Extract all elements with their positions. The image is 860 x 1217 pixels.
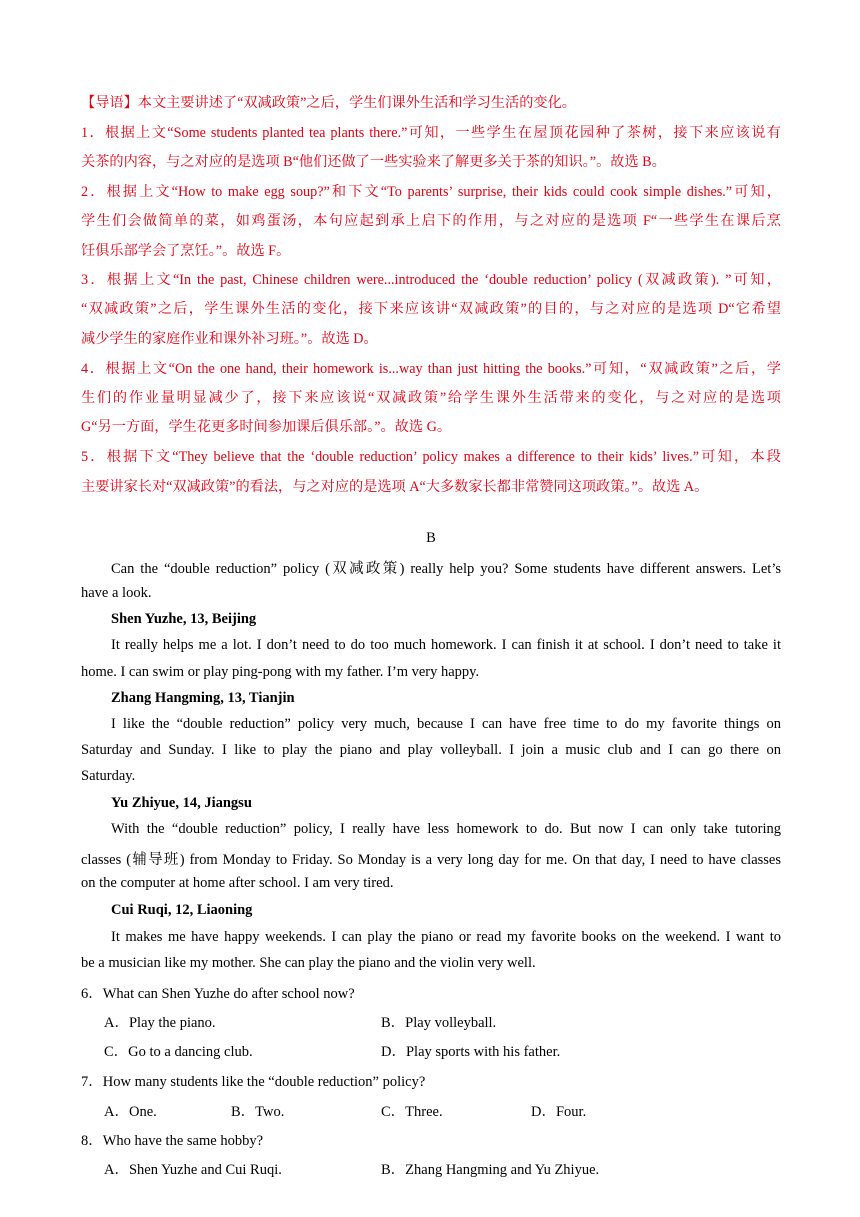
question-option: D．Play sports with his father.	[381, 1044, 561, 1060]
passage-intro: Can the “double reduction” policy (双减政策) really help you? Some students have different answers. Let’s	[111, 561, 781, 577]
student-name: Zhang Hangming, 13, Tianjin	[111, 690, 295, 706]
analysis-line: 3．根据上文“In the past, Chinese children were...introduced the ‘double reduction’ policy (双减政策). ”可知，	[81, 272, 781, 288]
student-paragraph-cont: Saturday and Sunday. I like to play the piano and play volleyball. I join a music club and I can go there on	[81, 742, 781, 758]
analysis-line: 5．根据下文“They believe that the ‘double reduction’ policy makes a difference to their kids’ lives.”可知，本段	[81, 449, 781, 465]
analysis-line: 4．根据上文“On the one hand, their homework is...way than just hitting the books.”可知，“双减政策”之后，学	[81, 361, 781, 377]
student-name: Cui Ruqi, 12, Liaoning	[111, 902, 253, 918]
question-stem: 6．What can Shen Yuzhe do after school now?	[81, 986, 355, 1002]
question-option: C．Go to a dancing club.	[104, 1044, 253, 1060]
question-option: A．Shen Yuzhe and Cui Ruqi.	[104, 1162, 282, 1178]
student-paragraph: I like the “double reduction” policy very much, because I can have free time to do my favorite things on	[111, 716, 781, 732]
student-paragraph: It really helps me a lot. I don’t need to do too much homework. I can finish it at school. I don’t need to take it	[111, 637, 781, 653]
question-option: B．Zhang Hangming and Yu Zhiyue.	[381, 1162, 600, 1178]
analysis-line: G“另一方面，学生花更多时间参加课后俱乐部。”。故选 G。	[81, 419, 452, 435]
question-option: B．Play volleyball.	[381, 1015, 497, 1031]
student-paragraph: It makes me have happy weekends. I can play the piano or read my favorite books on the weekend. I want to	[111, 929, 781, 945]
passage-label: B	[426, 530, 436, 546]
analysis-line: 饪俱乐部学会了烹饪。”。故选 F。	[81, 243, 291, 259]
analysis-line: 生们的作业量明显减少了，接下来应该说“双减政策”给学生课外生活带来的变化，与之对应的是选项	[81, 390, 781, 406]
question-option: A．Play the piano.	[104, 1015, 216, 1031]
analysis-line: “双减政策”之后，学生课外生活的变化，接下来应该讲“双减政策”的目的，与之对应的是选项 D“它希望	[81, 301, 781, 317]
question-option: A．One.	[104, 1104, 157, 1120]
question-option: B．Two.	[231, 1104, 285, 1120]
analysis-line: 主要讲家长对“双减政策”的看法，与之对应的是选项 A“大多数家长都非常赞同这项政策。”。故选 A。	[81, 479, 709, 495]
analysis-line: 关茶的内容，与之对应的是选项 B“他们还做了一些实验来了解更多关于茶的知识。”。故选 B。	[81, 154, 666, 170]
analysis-intro: 【导语】本文主要讲述了“双减政策”之后，学生们课外生活和学习生活的变化。	[81, 95, 576, 111]
student-paragraph-cont: Saturday.	[81, 768, 136, 784]
analysis-line: 学生们会做简单的菜，如鸡蛋汤，本句应起到承上启下的作用，与之对应的是选项 F“一些学生在课后烹	[81, 213, 781, 229]
question-stem: 7．How many students like the “double reduction” policy?	[81, 1074, 426, 1090]
student-paragraph: With the “double reduction” policy, I really have less homework to do. But now I can only take tutoring	[111, 821, 781, 837]
student-paragraph-cont: classes (辅导班) from Monday to Friday. So Monday is a very long day for me. On that day, I need to have classes	[81, 852, 781, 868]
student-name: Yu Zhiyue, 14, Jiangsu	[111, 795, 252, 811]
analysis-line: 2．根据上文“How to make egg soup?”和下文“To parents’ surprise, their kids could cook simple dishes.”可知，	[81, 184, 781, 200]
student-paragraph-cont: home. I can swim or play ping-pong with my father. I’m very happy.	[81, 664, 480, 680]
student-paragraph-cont: on the computer at home after school. I am very tired.	[81, 875, 394, 891]
student-paragraph-cont: be a musician like my mother. She can play the piano and the violin very well.	[81, 955, 536, 971]
student-name: Shen Yuzhe, 13, Beijing	[111, 611, 257, 627]
question-option: C．Three.	[381, 1104, 443, 1120]
analysis-line: 减少学生的家庭作业和课外补习班。”。故选 D。	[81, 331, 378, 347]
passage-intro-cont: have a look.	[81, 585, 152, 601]
question-stem: 8．Who have the same hobby?	[81, 1133, 264, 1149]
analysis-line: 1．根据上文“Some students planted tea plants there.”可知，一些学生在屋顶花园种了茶树，接下来应该说有	[81, 125, 781, 141]
question-option: D．Four.	[531, 1104, 587, 1120]
